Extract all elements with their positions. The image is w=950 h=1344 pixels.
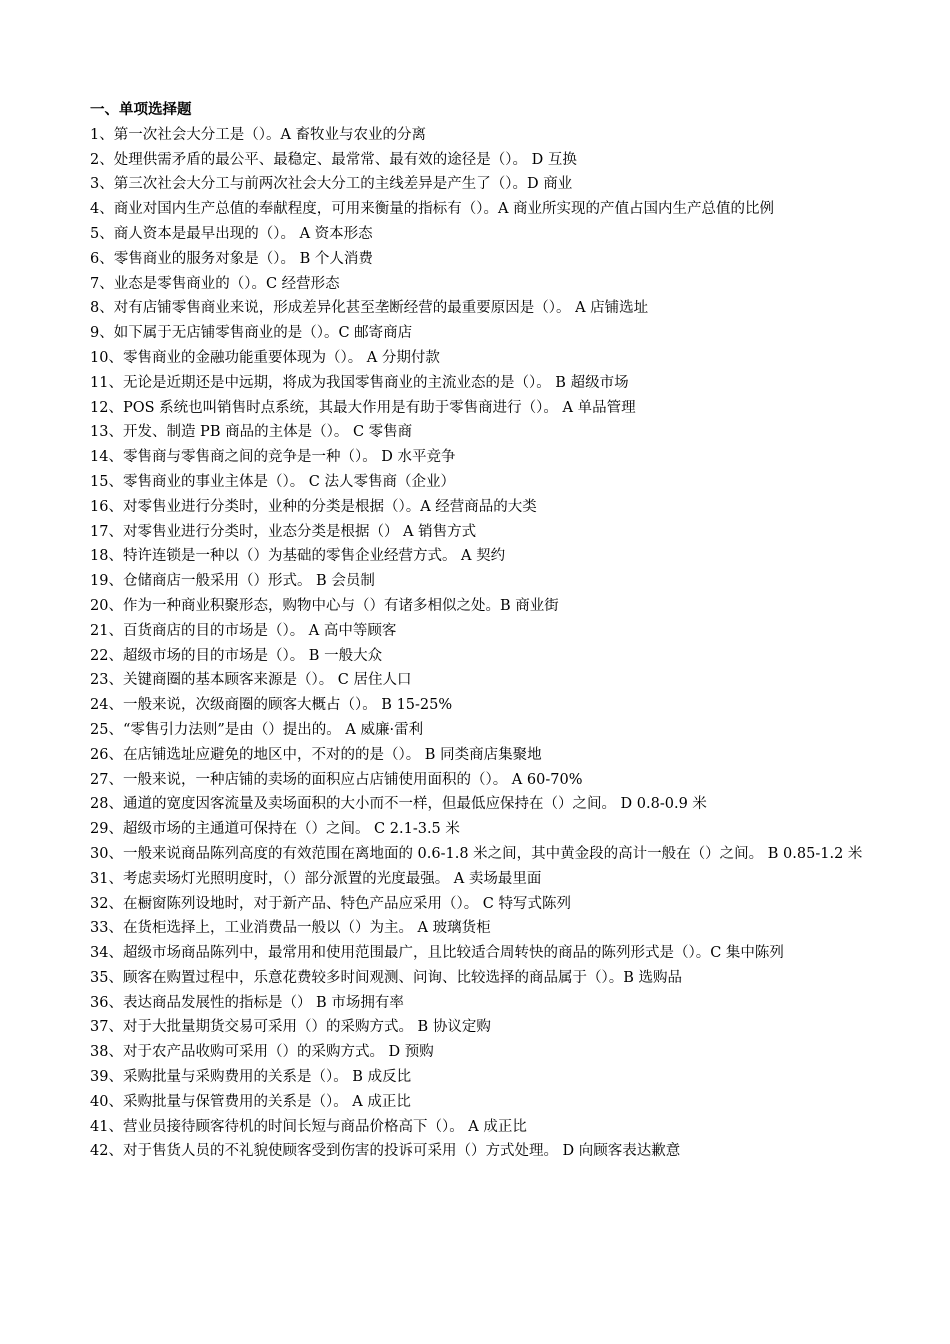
question-item: 33、在货柜选择上，工业消费品一般以（）为主。 A 玻璃货柜 [90, 920, 491, 937]
question-item: 22、超级市场的目的市场是（）。 B 一般大众 [90, 647, 383, 664]
question-item: 23、关键商圈的基本顾客来源是（）。 C 居住人口 [90, 672, 412, 689]
question-item: 11、无论是近期还是中远期，将成为我国零售商业的主流业态的是（）。 B 超级市场 [90, 374, 629, 391]
question-item: 13、开发、制造 PB 商品的主体是（）。 C 零售商 [90, 424, 413, 441]
question-item: 2、处理供需矛盾的最公平、最稳定、最常常、最有效的途径是（）。 D 互换 [90, 151, 577, 168]
question-item: 28、通道的宽度因客流量及卖场面积的大小而不一样，但最低应保持在（）之间。 D 0.8-0.9 米 [90, 796, 707, 813]
question-item: 30、一般来说商品陈列高度的有效范围在离地面的 0.6-1.8 米之间，其中黄金段的高计一般在（）之间。 B 0.85-1.2 米 [90, 845, 863, 862]
question-item: 16、对零售业进行分类时，业种的分类是根据（）。A 经营商品的大类 [90, 498, 537, 515]
question-item: 14、零售商与零售商之间的竞争是一种（）。 D 水平竞争 [90, 449, 456, 466]
question-item: 15、零售商业的事业主体是（）。 C 法人零售商（企业） [90, 473, 456, 490]
question-item: 31、考虑卖场灯光照明度时，（）部分派置的光度最强。 A 卖场最里面 [90, 870, 542, 887]
question-item: 24、一般来说，次级商圈的顾客大概占（）。 B 15-25% [90, 697, 453, 714]
question-item: 21、百货商店的目的市场是（）。 A 高中等顾客 [90, 622, 397, 639]
document-page [90, 98, 880, 1164]
question-item: 25、“零售引力法则”是由（）提出的。 A 威廉·雷利 [90, 721, 424, 738]
section-title: 一、单项选择题 [90, 102, 192, 118]
question-item: 19、仓储商店一般采用（）形式。 B 会员制 [90, 573, 375, 590]
question-item: 40、采购批量与保管费用的关系是（）。 A 成正比 [90, 1093, 411, 1110]
question-item: 42、对于售货人员的不礼貌使顾客受到伤害的投诉可采用（）方式处理。 D 向顾客表达歉意 [90, 1143, 681, 1160]
question-item: 32、在橱窗陈列设地时，对于新产品、特色产品应采用（）。 C 特写式陈列 [90, 895, 572, 912]
question-item: 17、对零售业进行分类时，业态分类是根据（） A 销售方式 [90, 523, 477, 540]
question-item: 20、作为一种商业积聚形态，购物中心与（）有诸多相似之处。B 商业街 [90, 597, 559, 614]
question-item: 41、营业员接待顾客待机的时间长短与商品价格高下（）。 A 成正比 [90, 1118, 527, 1135]
question-item: 8、对有店铺零售商业来说，形成差异化甚至垄断经营的最重要原因是（）。 A 店铺选址 [90, 300, 649, 317]
question-item: 10、零售商业的金融功能重要体现为（）。 A 分期付款 [90, 349, 440, 366]
question-list [90, 123, 880, 1164]
question-item: 5、商人资本是最早出现的（）。 A 资本形态 [90, 225, 373, 242]
question-item: 34、超级市场商品陈列中，最常用和使用范围最广，且比较适合周转快的商品的陈列形式是（）。C 集中陈列 [90, 945, 784, 962]
question-item: 1、第一次社会大分工是（）。A 畜牧业与农业的分离 [90, 126, 427, 143]
question-item: 29、超级市场的主通道可保持在（）之间。 C 2.1-3.5 米 [90, 821, 460, 838]
question-item: 6、零售商业的服务对象是（）。 B 个人消费 [90, 250, 373, 267]
question-item: 18、特许连锁是一种以（）为基础的零售企业经营方式。 A 契约 [90, 548, 506, 565]
question-item: 4、商业对国内生产总值的奉献程度，可用来衡量的指标有（）。A 商业所实现的产值占国内生产总值的比例 [90, 201, 775, 218]
question-item: 27、一般来说，一种店铺的卖场的面积应占店铺使用面积的（）。 A 60-70% [90, 771, 583, 788]
question-item: 35、顾客在购置过程中，乐意花费较多时间观测、问询、比较选择的商品属于（）。B 选购品 [90, 969, 682, 986]
question-item: 9、如下属于无店铺零售商业的是（）。C 邮寄商店 [90, 325, 413, 342]
question-item: 12、POS 系统也叫销售时点系统，其最大作用是有助于零售商进行（）。 A 单品管理 [90, 399, 636, 416]
question-item: 26、在店铺选址应避免的地区中，不对的的是（）。 B 同类商店集聚地 [90, 746, 542, 763]
question-item: 39、采购批量与采购费用的关系是（）。 B 成反比 [90, 1069, 412, 1086]
question-item: 7、业态是零售商业的（）。C 经营形态 [90, 275, 340, 292]
question-item: 37、对于大批量期货交易可采用（）的采购方式。 B 协议定购 [90, 1019, 491, 1036]
question-item: 38、对于农产品收购可采用（）的采购方式。 D 预购 [90, 1044, 434, 1061]
question-item: 36、表达商品发展性的指标是（） B 市场拥有率 [90, 994, 404, 1011]
question-item: 3、第三次社会大分工与前两次社会大分工的主线差异是产生了（）。D 商业 [90, 176, 573, 193]
